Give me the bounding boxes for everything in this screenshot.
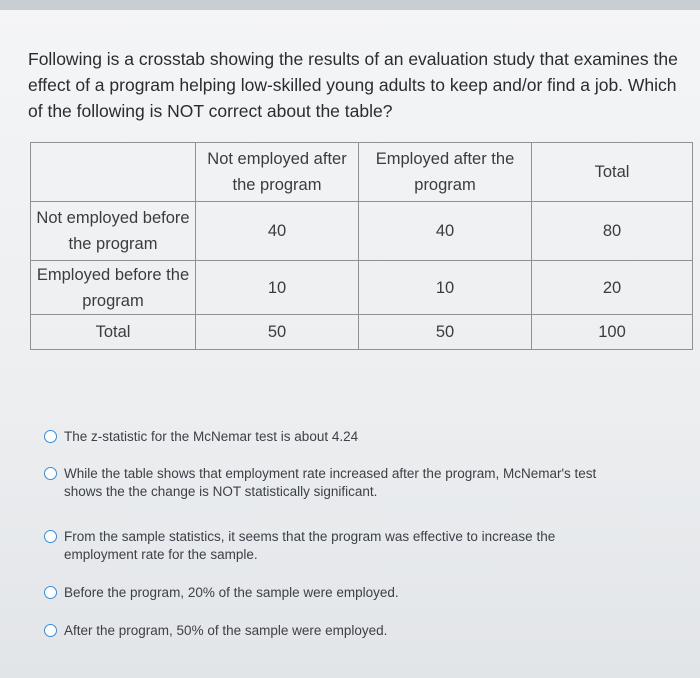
- top-bar: [0, 0, 700, 10]
- option-label: While the table shows that employment rate increased after the program, McNemar's test shows the the change is NOT statistically significant.: [64, 466, 597, 499]
- answer-option-5[interactable]: [44, 622, 387, 640]
- row-label-not-employed-before: Not employed before the program: [31, 202, 196, 261]
- cell-value: 10: [359, 261, 532, 315]
- cell-value: 50: [196, 315, 359, 350]
- answer-option-3[interactable]: [44, 528, 584, 564]
- answer-option-2[interactable]: [44, 465, 629, 501]
- table-header-row: [31, 143, 693, 202]
- crosstab-table: [30, 142, 693, 350]
- answer-option-4[interactable]: [44, 584, 399, 602]
- header-employed-after: Employed after the program: [359, 143, 532, 202]
- header-corner-cell: [31, 143, 196, 202]
- cell-value: 100: [532, 315, 693, 350]
- option-label: After the program, 50% of the sample were employed.: [64, 623, 388, 638]
- table-row: [31, 315, 693, 350]
- cell-value: 40: [359, 202, 532, 261]
- cell-value: 10: [196, 261, 359, 315]
- table-row: [31, 261, 693, 315]
- radio-button-icon[interactable]: [44, 586, 57, 599]
- option-label: From the sample statistics, it seems that the program was effective to increase the employment rate for the sample.: [64, 529, 556, 562]
- header-not-employed-after: Not employed after the program: [196, 143, 359, 202]
- cell-value: 40: [196, 202, 359, 261]
- radio-button-icon[interactable]: [44, 530, 57, 543]
- option-label: Before the program, 20% of the sample were employed.: [64, 585, 399, 600]
- option-label: The z-statistic for the McNemar test is about 4.24: [64, 429, 359, 444]
- radio-button-icon[interactable]: [44, 430, 57, 443]
- header-total: Total: [532, 143, 693, 202]
- row-label-total: Total: [31, 315, 196, 350]
- answer-option-1[interactable]: [44, 428, 358, 446]
- radio-button-icon[interactable]: [44, 624, 57, 637]
- cell-value: 80: [532, 202, 693, 261]
- question-text: Following is a crosstab showing the results of an evaluation study that examines the effect of a program helping low-skilled young adults to keep and/or find a job. Which of the following is NOT correct about the table?: [28, 49, 678, 121]
- cell-value: 50: [359, 315, 532, 350]
- radio-button-icon[interactable]: [44, 467, 57, 480]
- row-label-employed-before: Employed before the program: [31, 261, 196, 315]
- table-row: [31, 202, 693, 261]
- cell-value: 20: [532, 261, 693, 315]
